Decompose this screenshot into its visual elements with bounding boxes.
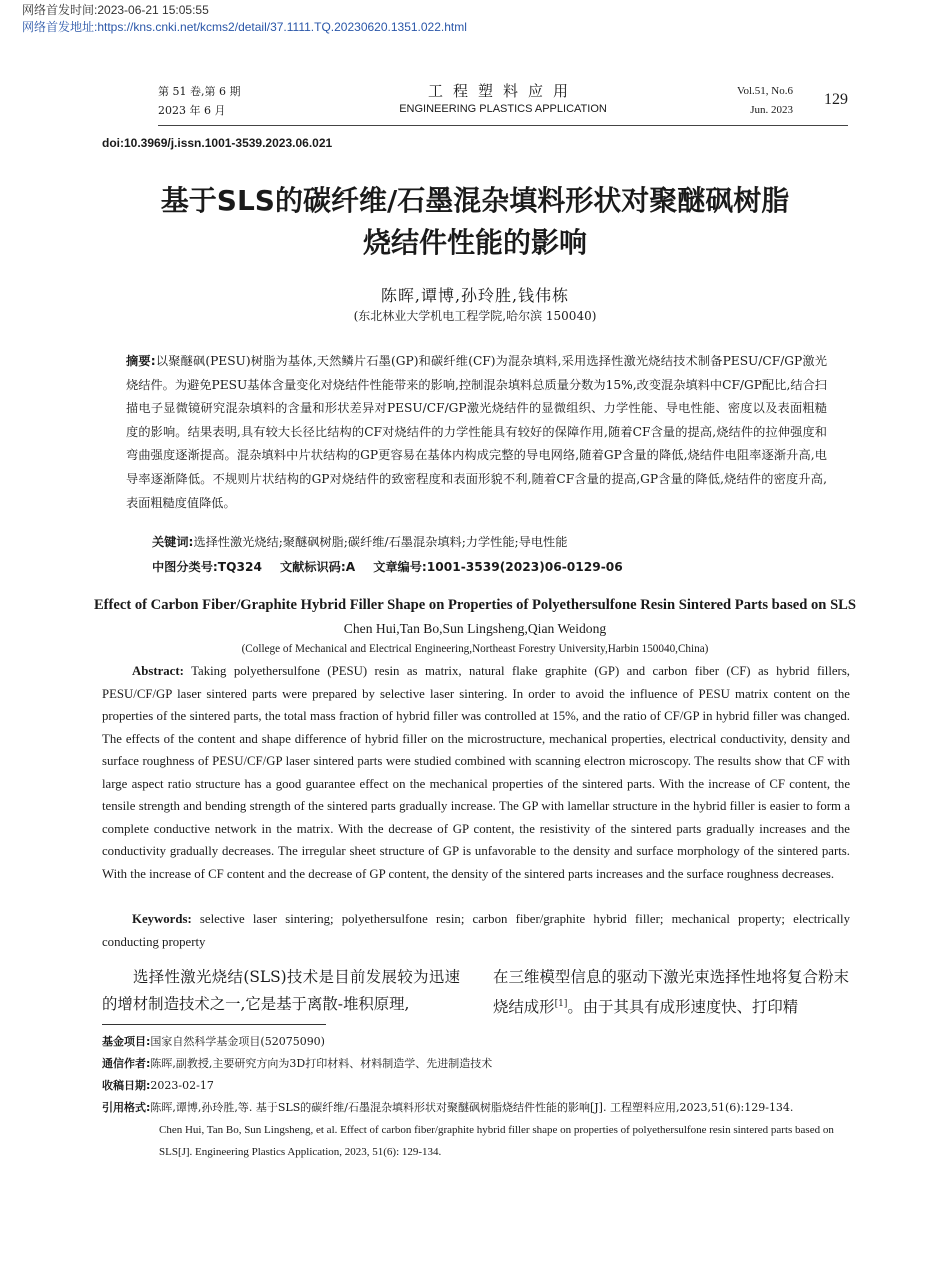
footnote-corresponding: [102, 1053, 850, 1075]
title-cn: [60, 180, 890, 264]
abstract-cn-label: 摘要:: [126, 354, 156, 368]
journal-name-en: ENGINEERING PLASTICS APPLICATION: [399, 103, 607, 115]
abstract-cn-text: 以聚醚砜(PESU)树脂为基体,天然鳞片石墨(GP)和碳纤维(CF)为混杂填料,采用选择性激光烧结技术制备PESU/CF/GP激光烧结件。为避免PESU基体含量变化对烧结件性能带来的影响,控制混杂填料总质量分数为15%,改变混杂填料中CF/GP配比,结合扫描电子显微镜研究混杂填料的含量和形状差异对PESU/CF/GP激光烧结件的显微组织、力学性能、导电性能、密度以及表面粗糙度的影响。结果表明,具有较大长径比结构的CF对烧结件的力学性能具有较好的保障作用,随着CF含量的提高,烧结件的拉伸强度和弯曲强度逐渐提高。混杂填料中片状结构的GP更容易在基体内构成完整的导电网络,随着GP含量的降低,烧结件电阻率逐渐升高,电导率逐渐降低。不规则片状结构的GP对烧结件的致密程度和表面形貌不利,随着CF含量的提高,GP含量的降低,烧结件的密度升高,表面粗糙度值降低。: [126, 354, 828, 510]
doi[interactable]: doi:10.3969/j.issn.1001-3539.2023.06.021: [102, 136, 333, 150]
online-time-label: 网络首发时间:: [22, 3, 98, 17]
keywords-cn-text: 选择性激光烧结;聚醚砜树脂;碳纤维/石墨混杂填料;力学性能;导电性能: [193, 535, 568, 549]
journal-date-en: Jun. 2023: [750, 104, 793, 116]
body-text-right-b: 。由于其具有成形速度快、打印精: [567, 998, 799, 1017]
body-text-right-a: 在三维模型信息的驱动下激光束选择性地将复合粉末烧结成形: [493, 968, 849, 1017]
citation-label: 引用格式:: [102, 1101, 151, 1114]
journal-name-cn: 工程塑料应用: [427, 82, 578, 100]
fund-label: 基金项目:: [102, 1035, 151, 1048]
online-url-link[interactable]: https://kns.cnki.net/kcms2/detail/37.1111.TQ.20230620.1351.022.html: [97, 20, 467, 34]
footnote-divider: [102, 1024, 326, 1025]
footnote-citation: [102, 1097, 850, 1119]
header-divider: [158, 125, 848, 126]
title-cn-line1: 基于SLS的碳纤维/石墨混杂填料形状对聚醚砜树脂: [160, 184, 790, 217]
abstract-en: [102, 660, 850, 885]
body-column-right: [493, 964, 849, 1021]
title-en: Effect of Carbon Fiber/Graphite Hybrid Filler Shape on Properties of Polyethersulfone Resin Sintered Parts based on SLS: [93, 597, 857, 613]
authors-cn: 陈晖,谭博,孙玲胜,钱伟栋: [380, 286, 570, 305]
journal-volume-cn: 第 51 卷,第 6 期: [158, 85, 241, 98]
classification-cn: [152, 558, 832, 575]
clc-number: 中图分类号:TQ324: [152, 560, 262, 574]
keywords-cn-label: 关键词:: [152, 535, 194, 549]
corresponding-label: 通信作者:: [102, 1057, 151, 1070]
online-publication-meta: [22, 2, 467, 36]
keywords-en: [102, 908, 850, 953]
keywords-en-label: Keywords:: [132, 912, 192, 926]
affiliation-cn: (东北林业大学机电工程学院,哈尔滨 150040): [353, 309, 597, 323]
online-url-line[interactable]: [22, 19, 467, 36]
article-number: 文章编号:1001-3539(2023)06-0129-06: [373, 560, 623, 574]
abstract-en-text: Taking polyethersulfone (PESU) resin as matrix, natural flake graphite (GP) and carbon fiber (CF) as hybrid fillers, PESU/CF/GP laser sintered parts were prepared by selective laser sintering. In order to avoid the influence of PESU matrix content on the properties of the sintered parts, the total mass fraction of hybrid filler was controlled at 15%, and the ratio of CF/GP in hybrid filler was changed. The effects of the content and shape difference of hybrid filler on the microstructure, mechanical properties, electrical conductivity, density and surface roughness of PESU/CF/GP laser sintered parts were studied combined with scanning electron microscopy. The results show that CF with large aspect ratio structure has a good guarantee effect on the mechanical properties of the sintered parts. With the increase of CF content, the tensile strength and bending strength of the sintered parts gradually increase. The GP with lamellar structure in the hybrid filler is easier to form a complete conductive network in the matrix. With the decrease of GP content, the resistivity of the sintered parts gradually increases and the conductivity gradually decreases. The irregular sheet structure of GP is unfavorable to the density and surface morphology of the sintered parts. With the increase of CF content and the decrease of GP content, the density of the sintered parts increases and the surface roughness decreases.: [102, 664, 850, 881]
page-number: 129: [824, 91, 848, 108]
citation-ref[interactable]: [1]: [554, 999, 568, 1009]
abstract-en-label: Abstract:: [132, 664, 184, 678]
journal-header-right: [737, 82, 793, 120]
document-code: 文献标识码:A: [279, 560, 356, 574]
footnote-received: [102, 1075, 850, 1097]
body-text-left: 选择性激光烧结(SLS)技术是目前发展较为迅速的增材制造技术之一,它是基于离散-堆积原理,: [102, 968, 460, 1013]
journal-volume-en: Vol.51, No.6: [736, 85, 793, 97]
received-text: 2023-02-17: [150, 1079, 214, 1092]
journal-date-cn: 2023 年 6 月: [158, 104, 226, 117]
received-label: 收稿日期:: [102, 1079, 151, 1092]
online-time-value: 2023-06-21 15:05:55: [97, 3, 209, 17]
keywords-cn: [152, 533, 832, 550]
online-url-label: 网络首发地址:: [22, 20, 98, 34]
footnote-fund: [102, 1031, 850, 1053]
keywords-en-text: selective laser sintering; polyethersulfone resin; carbon fiber/graphite hybrid filler; mechanical property; electrically conducting property: [102, 912, 850, 949]
authors-en: Chen Hui,Tan Bo,Sun Lingsheng,Qian Weidong: [343, 621, 607, 636]
footnotes: [102, 1031, 850, 1163]
affiliation-en: (College of Mechanical and Electrical Engineering,Northeast Forestry University,Harbin 150040,China): [241, 643, 709, 655]
citation-en: Chen Hui, Tan Bo, Sun Lingsheng, et al. Effect of carbon fiber/graphite hybrid filler shape on properties of polyethersulfone resin sintered parts based on SLS[J]. Engineering Plastics Application, 2023, 51(6): 129-134.: [159, 1124, 834, 1158]
corresponding-text: 陈晖,副教授,主要研究方向为3D打印材料、材料制造学、先进制造技术: [150, 1057, 493, 1070]
title-cn-line2: 烧结件性能的影响: [362, 226, 587, 259]
citation-cn: 陈晖,谭博,孙玲胜,等. 基于SLS的碳纤维/石墨混杂填料形状对聚醚砜树脂烧结件性能的影响[J]. 工程塑料应用,2023,51(6):129-134.: [150, 1101, 794, 1114]
abstract-cn: [126, 350, 827, 515]
online-time-line: [22, 2, 467, 19]
journal-header: [158, 82, 848, 122]
fund-text: 国家自然科学基金项目(52075090): [150, 1035, 325, 1048]
body-column-left: [102, 964, 460, 1018]
